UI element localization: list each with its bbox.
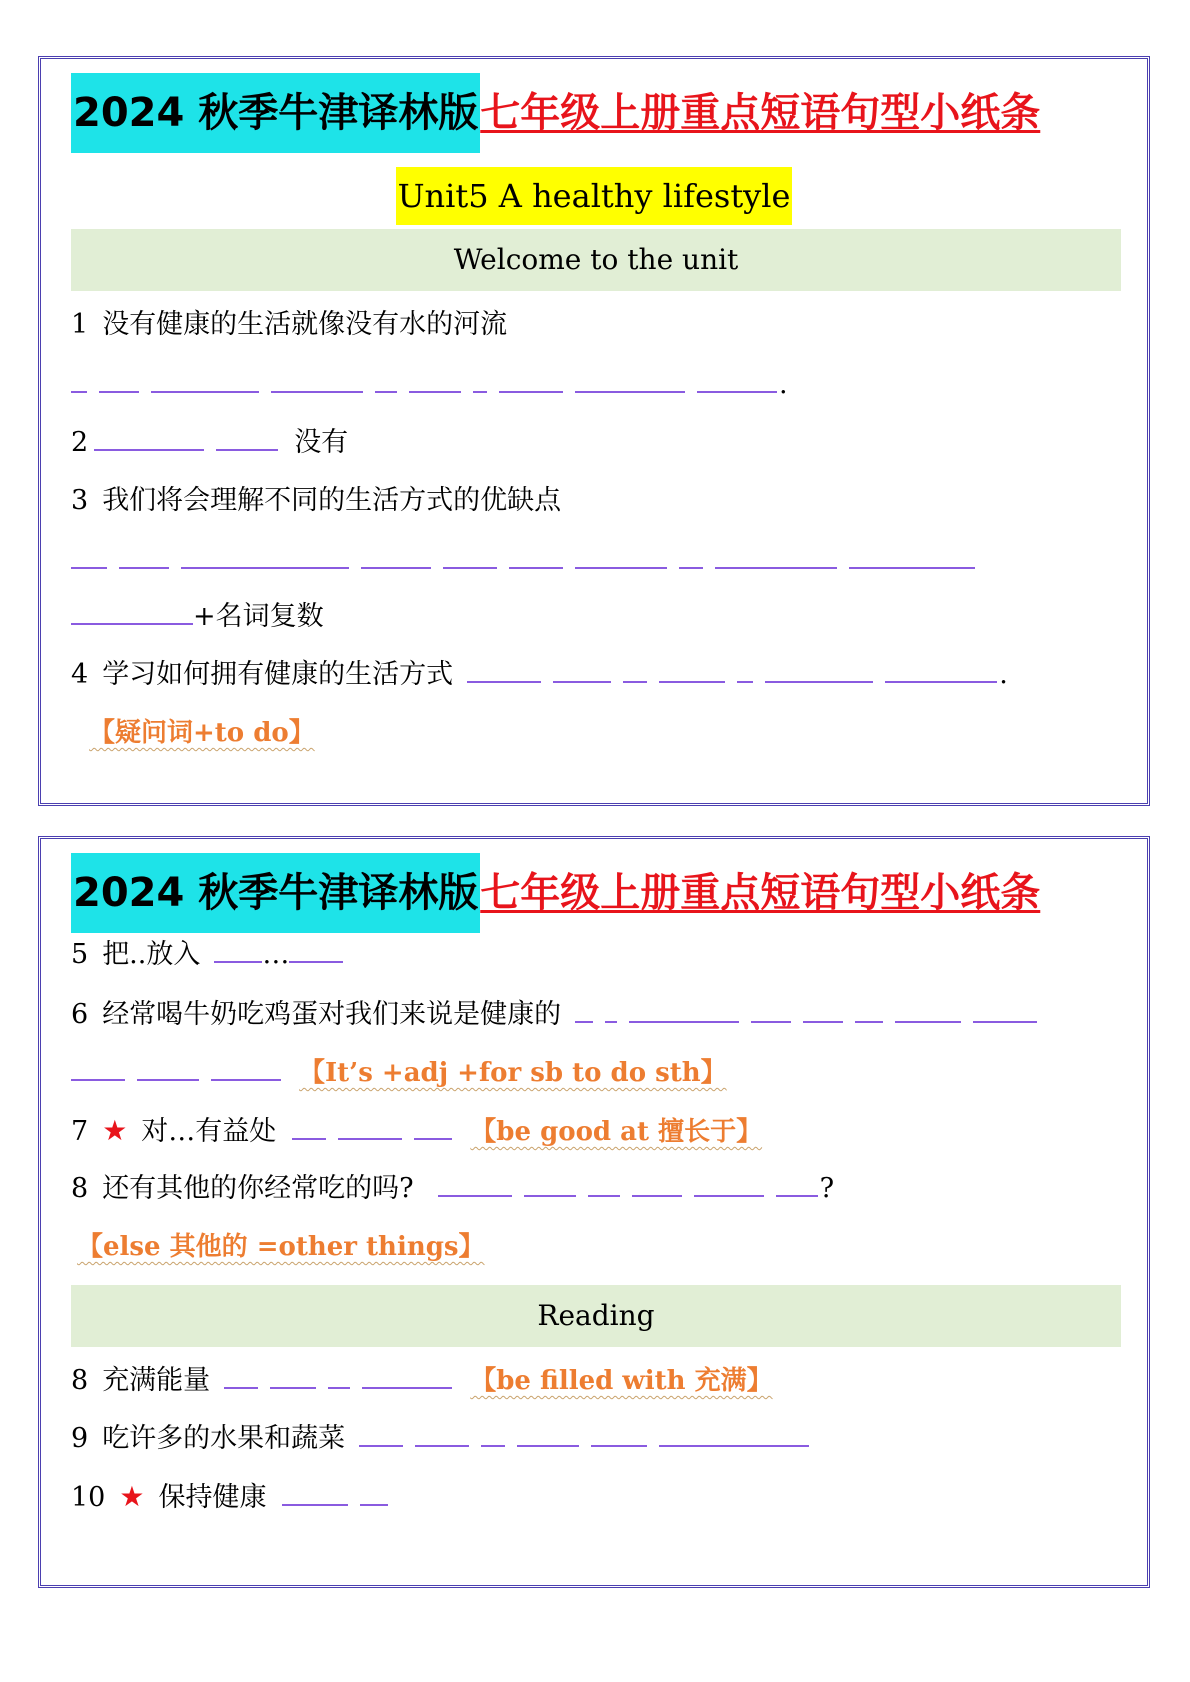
blank[interactable]	[415, 1421, 469, 1447]
item-5-mid: …	[262, 939, 290, 970]
grammar-note: 【疑问词+to do】	[89, 718, 315, 748]
blank[interactable]	[467, 657, 541, 683]
blank[interactable]	[71, 1055, 125, 1081]
grammar-note: 【It’s +adj +for sb to do sth】	[299, 1058, 727, 1088]
title-right: 七年级上册重点短语句型小纸条	[480, 89, 1041, 136]
blank[interactable]	[751, 997, 791, 1023]
blank[interactable]	[517, 1421, 579, 1447]
blank[interactable]	[99, 367, 139, 393]
note-card-2	[38, 836, 1150, 1588]
item-8b-number: 8	[71, 1365, 89, 1396]
item-7-number: 7	[71, 1116, 89, 1147]
blank[interactable]	[289, 937, 343, 963]
blank[interactable]	[271, 367, 363, 393]
item-3-plural	[71, 597, 324, 637]
blank[interactable]	[211, 1055, 281, 1081]
blank[interactable]	[359, 1421, 403, 1447]
item-8a-note	[77, 1227, 485, 1267]
item-6-number: 6	[71, 999, 89, 1030]
blank[interactable]	[885, 657, 997, 683]
blank[interactable]	[216, 425, 278, 451]
blank[interactable]	[659, 1421, 809, 1447]
item-6	[71, 995, 1049, 1035]
title-left: 2024 秋季牛津译林版	[71, 73, 480, 153]
blank[interactable]	[224, 1363, 258, 1389]
item-4	[71, 655, 1008, 695]
item-1-end: .	[779, 369, 788, 400]
blank[interactable]	[71, 367, 87, 393]
item-7	[71, 1111, 762, 1152]
blank[interactable]	[895, 997, 961, 1023]
blank[interactable]	[361, 543, 431, 569]
blank[interactable]	[575, 543, 667, 569]
blank[interactable]	[360, 1480, 388, 1506]
item-5-number: 5	[71, 939, 89, 970]
item-5	[71, 935, 355, 975]
item-2-number: 2	[71, 427, 89, 458]
item-9-text: 吃许多的水果和蔬菜	[102, 1423, 346, 1454]
section-reading: Reading	[71, 1285, 1121, 1347]
item-1-text: 没有健康的生活就像没有水的河流	[102, 309, 508, 340]
blank[interactable]	[591, 1421, 647, 1447]
blank[interactable]	[629, 997, 739, 1023]
star-icon: ★	[119, 1480, 145, 1513]
item-2-text: 没有	[294, 427, 349, 458]
blank[interactable]	[481, 1421, 505, 1447]
blank[interactable]	[375, 367, 397, 393]
blank[interactable]	[338, 1114, 402, 1140]
blank[interactable]	[605, 997, 617, 1023]
blank[interactable]	[270, 1363, 316, 1389]
item-4-text: 学习如何拥有健康的生活方式	[102, 659, 454, 690]
item-8a-number: 8	[71, 1173, 89, 1204]
blank[interactable]	[575, 367, 685, 393]
item-10-number: 10	[71, 1482, 106, 1513]
unit-title-text: Unit5 A healthy lifestyle	[396, 167, 793, 225]
blank[interactable]	[694, 1171, 764, 1197]
blank[interactable]	[438, 1171, 512, 1197]
item-4-end: .	[999, 659, 1008, 690]
blank[interactable]	[473, 367, 487, 393]
item-3	[71, 481, 561, 521]
blank[interactable]	[659, 657, 725, 683]
item-8b-text: 充满能量	[102, 1365, 211, 1396]
blank[interactable]	[855, 997, 883, 1023]
item-4-number: 4	[71, 659, 89, 690]
blank[interactable]	[524, 1171, 576, 1197]
blank[interactable]	[803, 997, 843, 1023]
star-icon: ★	[102, 1114, 128, 1147]
item-5-text: 把..放入	[102, 939, 201, 970]
blank[interactable]	[151, 367, 259, 393]
item-3-text: 我们将会理解不同的生活方式的优缺点	[102, 485, 562, 516]
blank[interactable]	[119, 543, 169, 569]
blank[interactable]	[71, 599, 193, 625]
item-3-answer	[71, 541, 987, 581]
title-right: 七年级上册重点短语句型小纸条	[480, 869, 1041, 916]
blank[interactable]	[71, 543, 107, 569]
item-10-text: 保持健康	[158, 1482, 267, 1513]
item-8a	[71, 1169, 834, 1209]
card2-title	[71, 853, 1126, 935]
blank[interactable]	[181, 543, 349, 569]
blank[interactable]	[679, 543, 703, 569]
item-1	[71, 305, 507, 345]
blank[interactable]	[632, 1171, 682, 1197]
item-7-text: 对…有益处	[141, 1116, 277, 1147]
item-3-number: 3	[71, 485, 89, 516]
blank[interactable]	[849, 543, 975, 569]
item-1-answer	[71, 365, 788, 405]
item-9	[71, 1419, 821, 1459]
item-6-answer	[71, 1053, 727, 1093]
blank[interactable]	[282, 1480, 348, 1506]
blank[interactable]	[623, 657, 647, 683]
blank[interactable]	[697, 367, 777, 393]
blank[interactable]	[715, 543, 837, 569]
item-1-number: 1	[71, 309, 89, 340]
item-3-after: +名词复数	[193, 601, 324, 632]
blank[interactable]	[588, 1171, 620, 1197]
grammar-note: 【be filled with 充满】	[470, 1366, 773, 1396]
blank[interactable]	[94, 425, 204, 451]
blank[interactable]	[575, 997, 593, 1023]
blank[interactable]	[765, 657, 873, 683]
unit-title	[41, 167, 1147, 225]
title-left: 2024 秋季牛津译林版	[71, 853, 480, 933]
item-9-number: 9	[71, 1423, 89, 1454]
grammar-note: 【be good at 擅长于】	[470, 1117, 763, 1147]
blank[interactable]	[414, 1114, 452, 1140]
item-6-text: 经常喝牛奶吃鸡蛋对我们来说是健康的	[102, 999, 562, 1030]
blank[interactable]	[362, 1363, 452, 1389]
item-2	[71, 423, 348, 463]
blank[interactable]	[409, 367, 461, 393]
item-8b	[71, 1361, 773, 1401]
blank[interactable]	[499, 367, 563, 393]
item-4-note	[89, 713, 315, 753]
card1-title	[71, 73, 1126, 155]
note-card-1	[38, 56, 1150, 806]
blank[interactable]	[328, 1363, 350, 1389]
blank[interactable]	[509, 543, 563, 569]
item-10	[71, 1477, 400, 1518]
grammar-note: 【else 其他的 =other things】	[77, 1232, 485, 1262]
blank[interactable]	[443, 543, 497, 569]
blank[interactable]	[214, 937, 262, 963]
item-8a-text: 还有其他的你经常吃的吗?	[102, 1173, 414, 1204]
blank[interactable]	[973, 997, 1037, 1023]
blank[interactable]	[292, 1114, 326, 1140]
blank[interactable]	[776, 1171, 818, 1197]
section-welcome: Welcome to the unit	[71, 229, 1121, 291]
blank[interactable]	[737, 657, 753, 683]
item-8a-end: ?	[819, 1173, 835, 1204]
blank[interactable]	[553, 657, 611, 683]
blank[interactable]	[137, 1055, 199, 1081]
